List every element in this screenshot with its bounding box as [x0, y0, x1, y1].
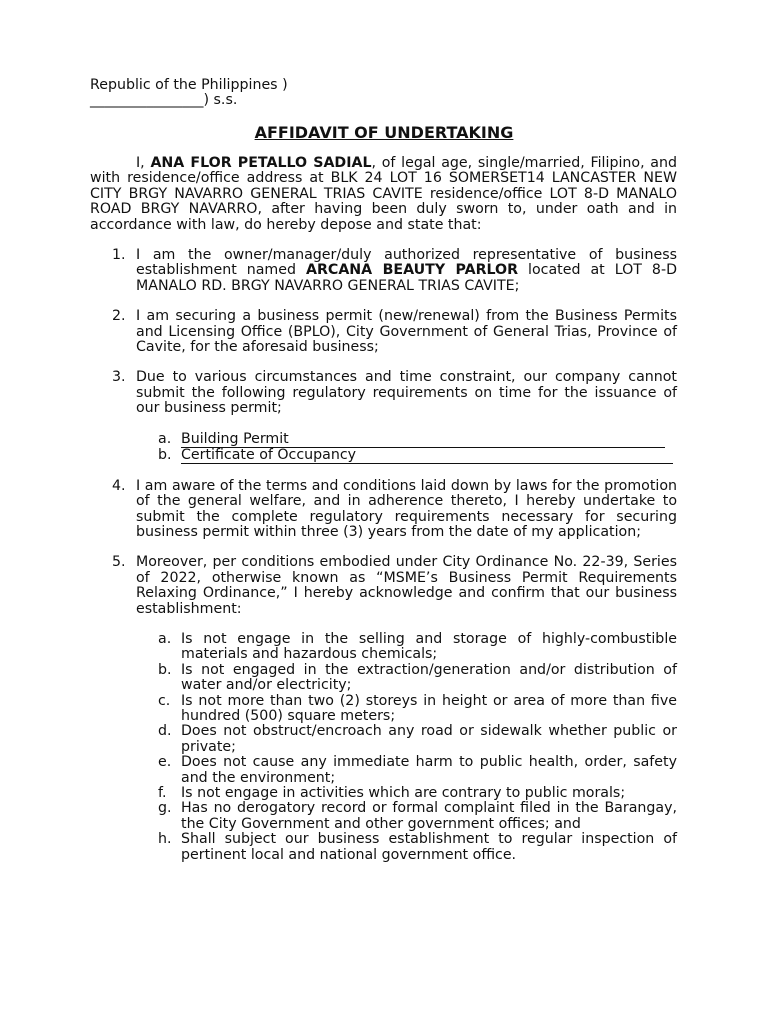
item-2-text: I am securing a business permit (new/renewal) from the Business Permits and Licensing Office (BPLO), City Government of General Trias, Province of Cavite, for the aforesaid business; — [136, 308, 677, 356]
condition-item — [136, 663, 677, 694]
condition-item — [136, 832, 677, 863]
requirement-text: Building Permit — [181, 430, 289, 447]
condition-text: Does not obstruct/encroach any road or sidewalk whether public or private; — [181, 723, 677, 755]
condition-item — [136, 724, 677, 755]
requirements-list — [136, 432, 677, 464]
condition-item — [136, 801, 677, 832]
requirement-item — [136, 448, 677, 464]
item-4-text: I am aware of the terms and conditions laid down by laws for the promotion of the general welfare, and in adherence thereto, I hereby undertake to submit the complete regulatory requirements necessary for securing business permit within three (3) years from the date of my application; — [136, 477, 677, 540]
condition-text: Does not cause any immediate harm to public health, order, safety and the environment; — [181, 754, 677, 786]
condition-text: Is not engage in activities which are contrary to public morals; — [181, 785, 626, 801]
item-number: 1. — [112, 247, 126, 264]
list-item-1 — [90, 248, 677, 294]
venue-line-ss: ________________) s.s. — [90, 92, 238, 109]
list-item-4 — [90, 479, 677, 541]
item-number: 4. — [112, 477, 126, 494]
requirement-line — [181, 448, 673, 464]
business-name: ARCANA BEAUTY PARLOR — [306, 262, 519, 279]
undertaking-list — [90, 248, 677, 863]
condition-text: Is not engage in the selling and storage of highly-combustible materials and hazardous chemicals; — [181, 630, 677, 663]
intro-post: , of legal age, single/married, Filipino, and with residence/office address at BLK 24 LOT 16 SOMERSET14 LANCASTER NEW CITY BRGY NAVARRO GENERAL TRIAS CAVITE residence/office LOT 8-D MANALO ROAD BRGY NAVARRO, after having been duly sworn to, under oath and in accordance with law, do hereby depose and state that: — [90, 155, 677, 233]
requirement-text: Certificate of Occupancy — [181, 446, 357, 463]
intro-pre: I, — [136, 155, 151, 171]
list-item-5 — [90, 555, 677, 863]
item-5-text: Moreover, per conditions embodied under City Ordinance No. 22-39, Series of 2022, otherwise known as “MSME’s Business Permit Requirements Relaxing Ordinance,” I hereby acknowledge and confirm that our business establishment: — [136, 554, 677, 617]
venue-line-republic: Republic of the Philippines ) — [90, 77, 288, 93]
condition-item — [136, 755, 677, 786]
sub-letter: d. — [158, 723, 172, 740]
item-number: 2. — [112, 308, 126, 325]
sub-letter: c. — [158, 692, 171, 709]
condition-item — [136, 694, 677, 725]
venue-block — [90, 78, 288, 109]
requirement-item — [136, 432, 677, 448]
sub-letter: a. — [158, 630, 172, 647]
conditions-list — [136, 632, 677, 863]
condition-item — [136, 632, 677, 663]
sub-letter: e. — [158, 754, 172, 771]
sub-letter: b. — [158, 446, 172, 463]
item-number: 5. — [112, 554, 126, 571]
document-body — [90, 156, 677, 878]
condition-text: Is not engaged in the extraction/generation and/or distribution of water and/or electricity; — [181, 661, 677, 694]
item-1-post: located at LOT 8-D MANALO RD. BRGY NAVARRO GENERAL TRIAS CAVITE; — [136, 262, 678, 294]
condition-text: Has no derogatory record or formal complaint filed in the Barangay, the City Government and other government offices; and — [181, 800, 677, 832]
condition-text: Is not more than two (2) storeys in height or area of more than five hundred (500) square meters; — [181, 692, 677, 724]
sub-letter: g. — [158, 800, 172, 817]
sub-letter: h. — [158, 831, 172, 848]
requirement-line — [181, 432, 665, 448]
condition-item — [136, 786, 677, 801]
item-number: 3. — [112, 369, 126, 386]
item-1-pre: I am the owner/manager/duly authorized representative of business establishment named — [136, 247, 677, 279]
sub-letter: f. — [158, 785, 167, 801]
affiant-name: ANA FLOR PETALLO SADIAL — [150, 155, 372, 171]
sub-letter: a. — [158, 430, 172, 447]
sub-letter: b. — [158, 661, 172, 678]
item-3-text: Due to various circumstances and time constraint, our company cannot submit the following regulatory requirements on time for the issuance of our business permit; — [136, 369, 677, 417]
list-item-2 — [90, 309, 677, 355]
document-title: AFFIDAVIT OF UNDERTAKING — [254, 123, 514, 142]
list-item-3 — [90, 370, 677, 463]
intro-paragraph — [90, 156, 677, 233]
condition-text: Shall subject our business establishment to regular inspection of pertinent local and national government office. — [181, 831, 677, 863]
